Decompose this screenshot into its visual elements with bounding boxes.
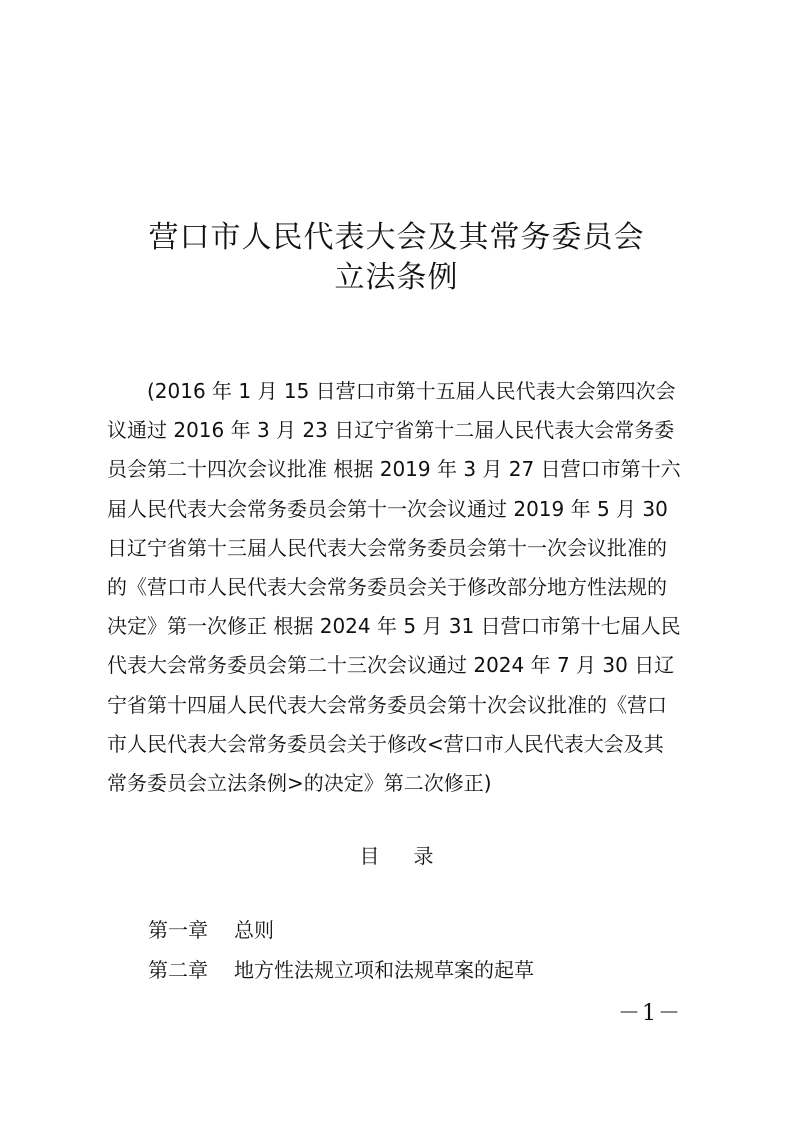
note-line: 市人民代表大会常务委员会关于修改<营口市人民代表大会及其 — [107, 731, 664, 756]
document-title-line-1: 营口市人民代表大会及其常务委员会 — [148, 220, 645, 255]
page-number: －1－ — [618, 1001, 682, 1026]
note-line: 决定》第一次修正 根据 2024 年 5 月 31 日营口市第十七届人民 — [107, 614, 681, 639]
legislative-history-note — [107, 372, 697, 803]
toc-chapter-number: 第一章 — [148, 918, 208, 942]
toc-item[interactable] — [148, 950, 534, 990]
toc-item[interactable] — [148, 910, 534, 950]
document-title-line-2: 立法条例 — [334, 260, 459, 295]
note-line: (2016 年 1 月 15 日营口市第十五届人民代表大会第四次会 — [147, 379, 676, 403]
table-of-contents — [148, 910, 534, 990]
note-line: 届人民代表大会常务委员会第十一次会议通过 2019 年 5 月 30 — [107, 496, 668, 521]
note-line: 员会第二十四次会议批准 根据 2019 年 3 月 27 日营口市第十六 — [107, 457, 681, 482]
toc-chapter-number: 第二章 — [148, 958, 208, 982]
note-line: 常务委员会立法条例>的决定》第二次修正) — [107, 771, 492, 796]
note-line: 代表大会常务委员会第二十三次会议通过 2024 年 7 月 30 日辽 — [107, 653, 675, 678]
note-line: 日辽宁省第十三届人民代表大会常务委员会第十一次会议批准的 — [107, 535, 667, 560]
note-line: 议通过 2016 年 3 月 23 日辽宁省第十二届人民代表大会常务委 — [107, 418, 675, 443]
toc-heading: 目录 — [359, 844, 468, 868]
toc-chapter-title: 地方性法规立项和法规草案的起草 — [234, 958, 534, 982]
note-line: 宁省第十四届人民代表大会常务委员会第十次会议批准的《营口 — [107, 692, 667, 717]
note-line: 的《营口市人民代表大会常务委员会关于修改部分地方性法规的 — [107, 575, 667, 600]
toc-chapter-title: 总则 — [234, 918, 274, 942]
